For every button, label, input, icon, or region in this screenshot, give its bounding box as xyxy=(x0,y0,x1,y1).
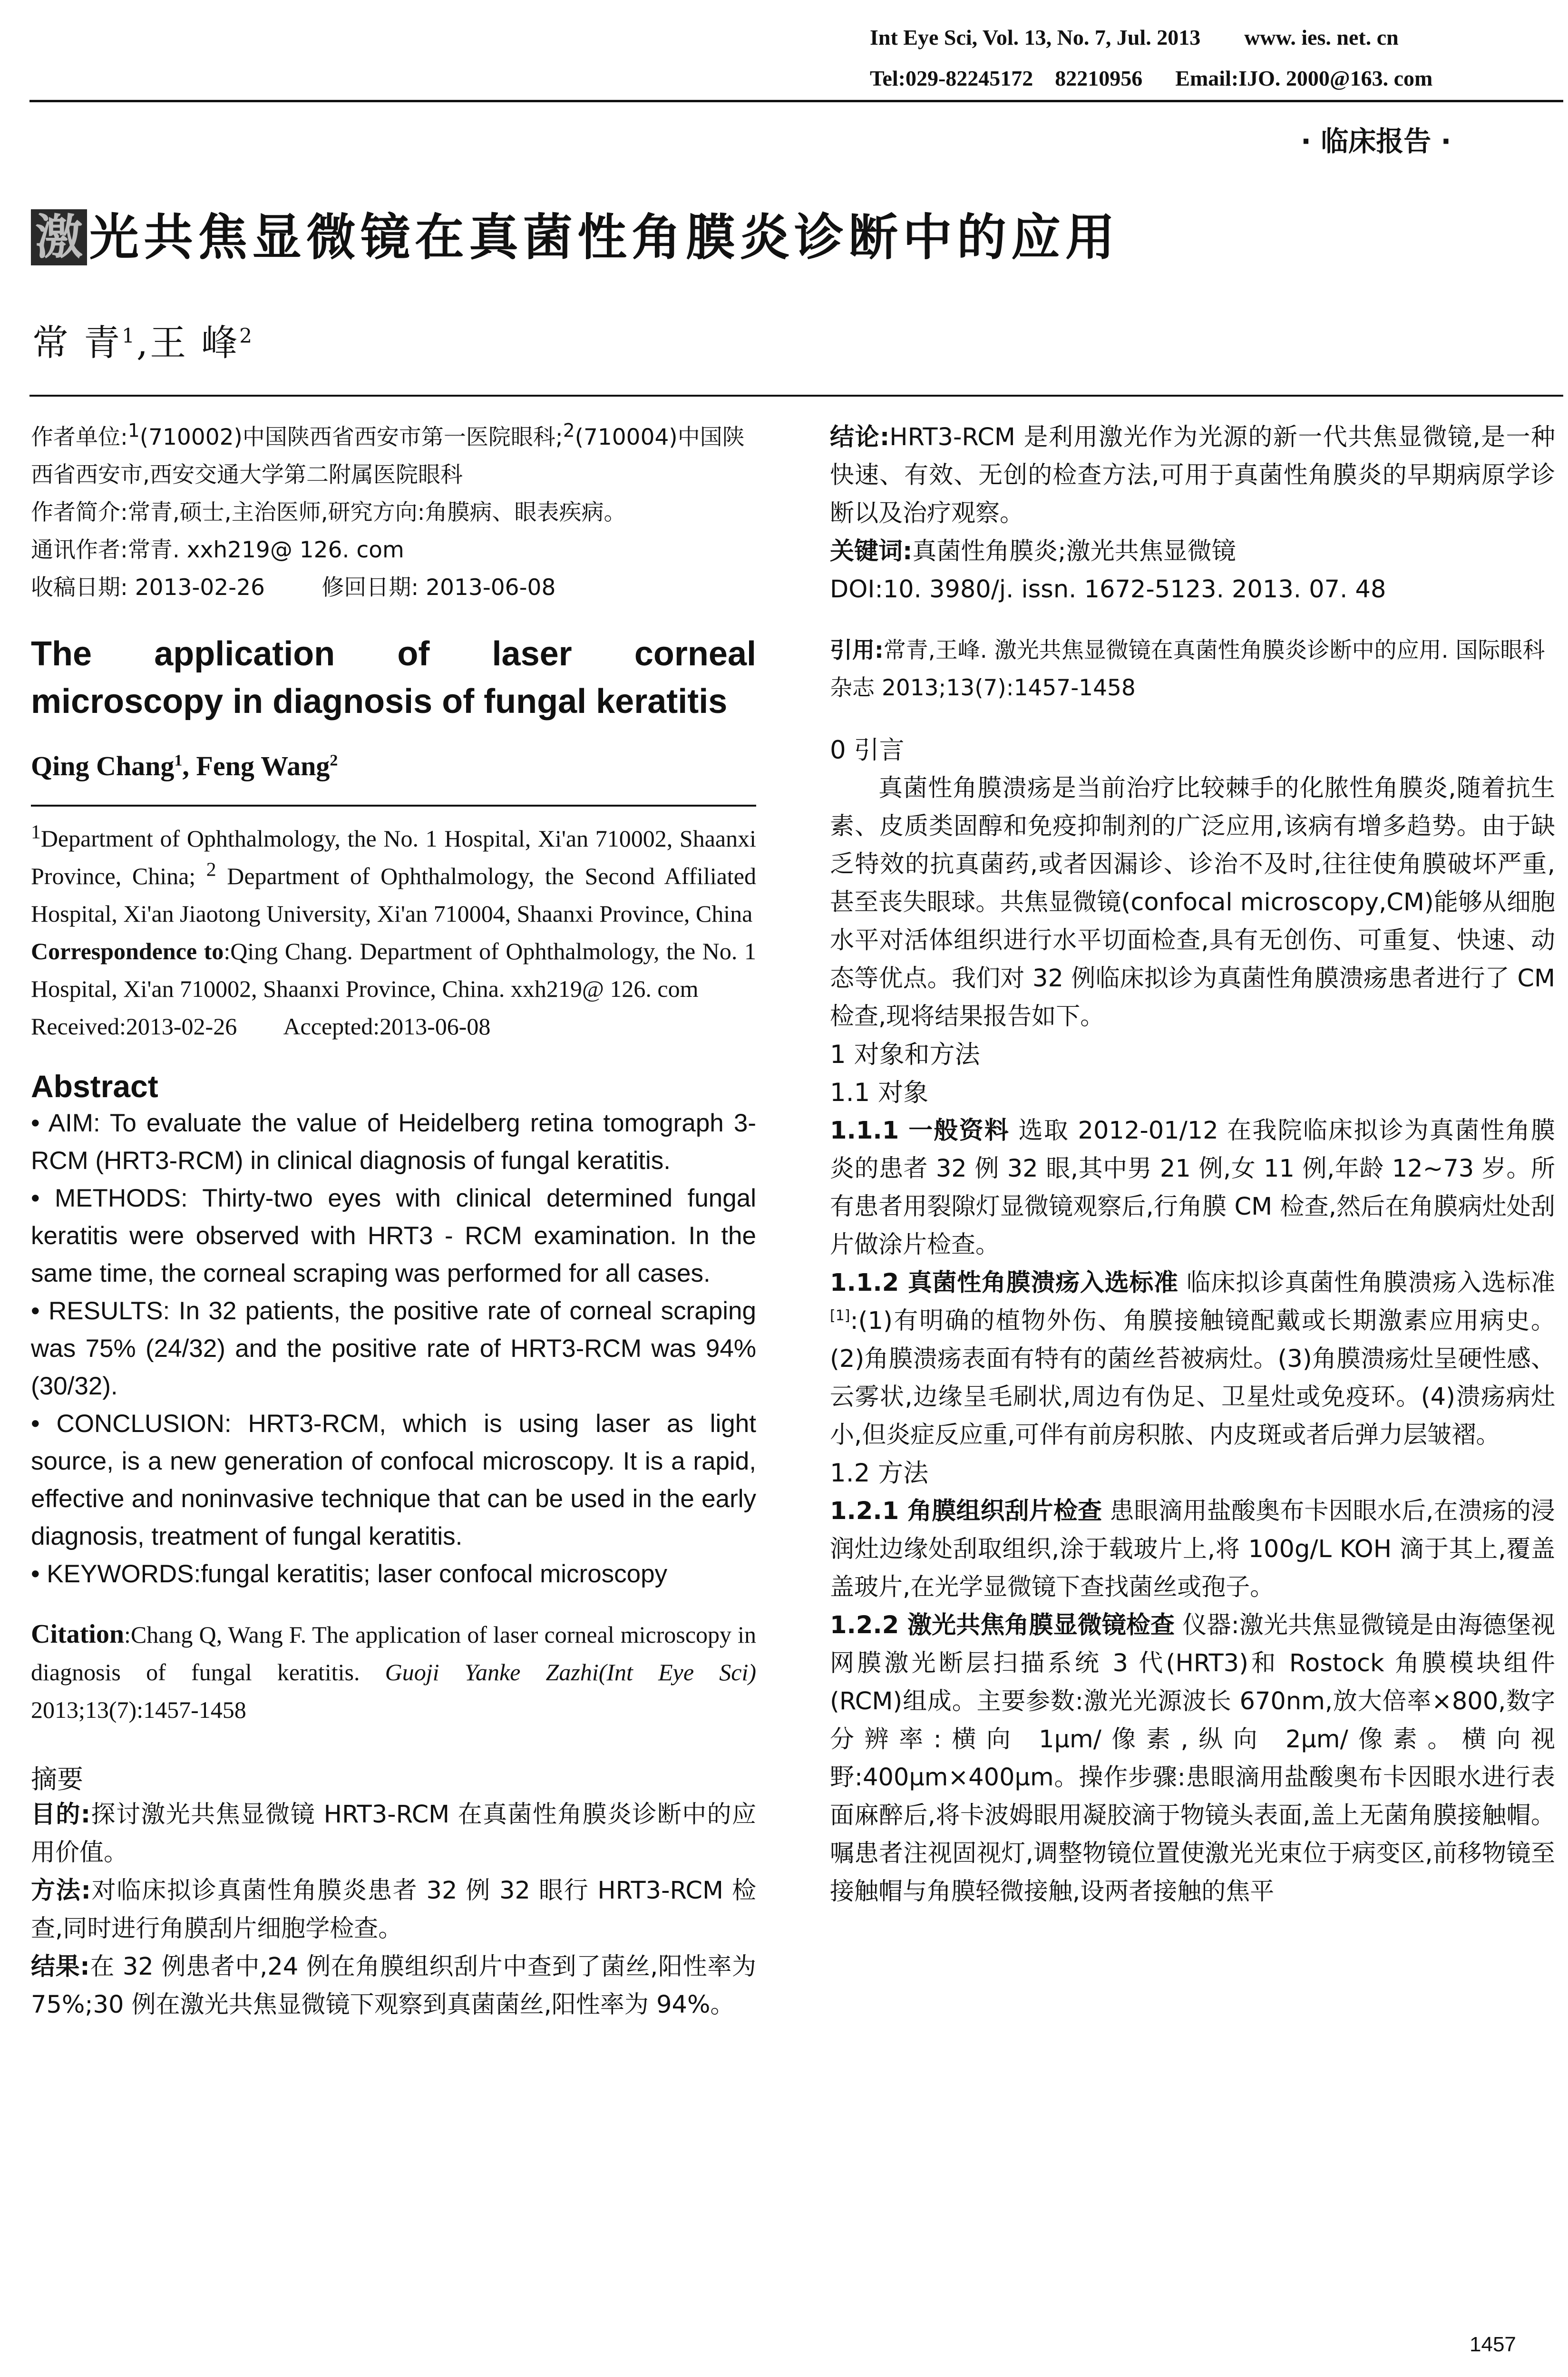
dates-cn: 收稿日期: 2013-02-26 修回日期: 2013-06-08 xyxy=(31,575,556,601)
abstract-keywords: • KEYWORDS:fungal keratitis; laser confocal microscopy xyxy=(31,1560,668,1588)
abstract-aim: • AIM: To evaluate the value of Heidelberg retina tomograph 3-RCM (HRT3-RCM) in clinical diagnosis of fungal keratitis. xyxy=(31,1109,756,1175)
abstract-methods: • METHODS: Thirty-two eyes with clinical determined fungal keratitis were observed with HRT3 - RCM examination. In the same time, the corneal scraping was performed for all cases. xyxy=(31,1184,756,1287)
corresponding-author: 通讯作者:常青. xxh219@ 126. com xyxy=(31,537,404,563)
author-1-sup: 1 xyxy=(122,324,136,348)
cn-abstract-methods: 方法:对临床拟诊真菌性角膜炎患者 32 例 32 眼行 HRT3-RCM 检查,同时进行角膜刮片细胞学检查。 xyxy=(31,1877,756,1943)
cn-abstract-keywords: 关键词:真菌性角膜炎;激光共焦显微镜 xyxy=(830,537,1236,565)
page-number: 1457 xyxy=(1470,2333,1516,2356)
header-rule xyxy=(29,100,1563,102)
journal-line: Int Eye Sci, Vol. 13, No. 7, Jul. 2013 www. ies. net. cn xyxy=(870,25,1399,49)
cn-abstract-conclusion: 结论:HRT3-RCM 是利用激光作为光源的新一代共焦显微镜,是一种快速、有效、无创的检查方法,可用于真菌性角膜炎的早期病原学诊断以及治疗观察。 xyxy=(830,423,1555,527)
title-first-char: 激 xyxy=(31,209,87,265)
author-line xyxy=(32,314,254,366)
en-citation: Citation:Chang Q, Wang F. The application of laser corneal microscopy in diagnosis of fungal keratitis. Guoji Yanke Zazhi(Int Eye Sci) 2013;13(7):1457-1458 xyxy=(31,1619,756,1723)
section-1-1-2: 1.1.2 真菌性角膜溃疡入选标准 临床拟诊真菌性角膜溃疡入选标准[1]:(1)有明确的植物外伤、角膜接触镜配戴或长期激素应用病史。(2)角膜溃疡表面有特有的菌丝苔被病灶。(3)角膜溃疡灶呈硬性感、云雾状,边缘呈毛刷状,周边有伪足、卫星灶或免疫环。(4)溃疡病灶小,但炎症反应重,可伴有前房积脓、内皮斑或者后弹力层皱褶。 xyxy=(830,1269,1556,1449)
en-affiliation: $^1$Department of Ophthalmology, the No. 1 Hospital, Xi'an 710002, Shaanxi Province, China; $^2$ Department of Ophthalmology, the Second Affiliated Hospital, Xi'an Jiaotong University, Xi'an 710004, Shaanxi Province, China Correspondence to:Qing Chang. Department of Ophthalmology, the No. 1 Hospital, Xi'an 710002, Shaanxi Province, China. xxh219@ 126. com Received:2013-02-26 Accepted:2013-06-08 xyxy=(31,820,756,1045)
doi: DOI:10. 3980/j. issn. 1672-5123. 2013. 07. 48 xyxy=(830,575,1386,604)
abstract-results: • RESULTS: In 32 patients, the positive rate of corneal scraping was 75% (24/32) and the positive rate of HRT3-RCM was 94% (30/32). xyxy=(31,1297,756,1400)
abstract-body xyxy=(31,1104,756,1593)
paper-title: 光共焦显微镜在真菌性角膜炎诊断中的应用 xyxy=(89,208,1120,266)
cn-abstract-aim: 目的:探讨激光共焦显微镜 HRT3-RCM 在真菌性角膜炎诊断中的应用价值。 xyxy=(31,1801,756,1867)
section-1-2-1: 1.2.1 角膜组织刮片检查 患眼滴用盐酸奥布卡因眼水后,在溃疡的浸润灶边缘处刮取组织,涂于载玻片上,将 100g/L KOH 滴于其上,覆盖盖玻片,在光学显微镜下查找菌丝或孢子。 xyxy=(830,1497,1555,1601)
abstract-conclusion: • CONCLUSION: HRT3-RCM, which is using laser as light source, is a new generation of confocal microscopy. It is a rapid, effective and noninvasive technique that can be used in the early diagnosis, treatment of fungal keratitis. xyxy=(31,1410,756,1550)
affiliation-cn: 作者单位:$^1$(710002)中国陕西省西安市第一医院眼科;$^2$(710004)中国陕西省西安市,西安交通大学第二附属医院眼科 xyxy=(31,420,745,488)
en-title-line1: The application of laser corneal xyxy=(31,635,756,673)
left-column xyxy=(31,419,756,2024)
section-1-2-2: 1.2.2 激光共焦角膜显微镜检查 仪器:激光共焦显微镜是由海德堡视网膜激光断层扫描系统 3 代(HRT3)和 Rostock 角膜模块组件(RCM)组成。主要参数:激光光源波长 670nm,放大倍率×800,数字分辨率:横向 1μm/像素,纵向 2μm/像素。横向视野:400μm×400μm。操作步骤:患眼滴用盐酸奥布卡因眼水进行表面麻醉后,将卡波姆眼用凝胶滴于物镜头表面,盖上无菌角膜接触帽。嘱患者注视固视灯,调整物镜位置使激光光束位于病变区,前移物镜至接触帽与角膜轻微接触,设两者接触的焦平 xyxy=(830,1611,1555,1906)
en-authors: Qing Chang$^1$, Feng Wang$^2$ xyxy=(31,750,338,781)
abstract-heading: Abstract xyxy=(31,1069,158,1104)
en-dates: Received:2013-02-26 Accepted:2013-06-08 xyxy=(31,1013,491,1040)
author-bio: 作者简介:常青,硕士,主治医师,研究方向:角膜病、眼表疾病。 xyxy=(31,499,626,526)
right-column xyxy=(830,419,1555,1911)
cn-abstract-heading: 摘要 xyxy=(31,1764,84,1794)
intro-heading: 0 引言 xyxy=(830,736,905,765)
cn-info xyxy=(31,419,756,606)
title-rule xyxy=(29,395,1563,397)
author-2: ,王 峰 xyxy=(136,321,240,364)
section-1-1-1: 1.1.1 一般资料 选取 2012-01/12 在我院临床拟诊为真菌性角膜炎的患者 32 例 32 眼,其中男 21 例,女 11 例,年龄 12~73 岁。所有患者用裂隙灯显微镜观察后,行角膜 CM 检查,然后在角膜病灶处刮片做涂片检查。 xyxy=(830,1117,1555,1259)
cn-citation: 引用:常青,王峰. 激光共焦显微镜在真菌性角膜炎诊断中的应用. 国际眼科杂志 2013;13(7):1457-1458 xyxy=(830,637,1545,701)
section-1-2-heading: 1.2 方法 xyxy=(830,1459,929,1488)
author-2-sup: 2 xyxy=(239,324,254,348)
section-1-1-heading: 1.1 对象 xyxy=(830,1078,929,1107)
contact-line: Tel:029-82245172 82210956 Email:IJO. 2000@163. com xyxy=(870,66,1433,90)
author-1: 常 青 xyxy=(32,321,122,364)
en-correspondence: Correspondence to:Qing Chang. Department of Ophthalmology, the No. 1 Hospital, Xi'an 710002, Shaanxi Province, China. xxh219@ 126. com xyxy=(31,938,756,1002)
cn-abstract-body xyxy=(31,1796,756,2024)
section-label: · 临床报告 · xyxy=(1301,125,1451,157)
en-title-line2: microscopy in diagnosis of fungal keratitis xyxy=(31,682,728,721)
section-1-heading: 1 对象和方法 xyxy=(830,1040,980,1069)
reference-mark: [1] xyxy=(830,1307,850,1324)
intro-text: 真菌性角膜溃疡是当前治疗比较棘手的化脓性角膜炎,随着抗生素、皮质类固醇和免疫抑制剂的广泛应用,该病有增多趋势。由于缺乏特效的抗真菌药,或者因漏诊、诊治不及时,往往使角膜破坏严重,甚至丧失眼球。共焦显微镜(confocal microscopy,CM)能够从细胞水平对活体组织进行水平切面检查,具有无创伤、可重复、快速、动态等优点。我们对 32 例临床拟诊为真菌性角膜溃疡患者进行了 CM 检查,现将结果报告如下。 xyxy=(830,774,1555,1031)
cn-abstract-results: 结果:在 32 例患者中,24 例在角膜组织刮片中查到了菌丝,阳性率为 75%;30 例在激光共焦显微镜下观察到真菌菌丝,阳性率为 94%。 xyxy=(31,1953,756,2019)
